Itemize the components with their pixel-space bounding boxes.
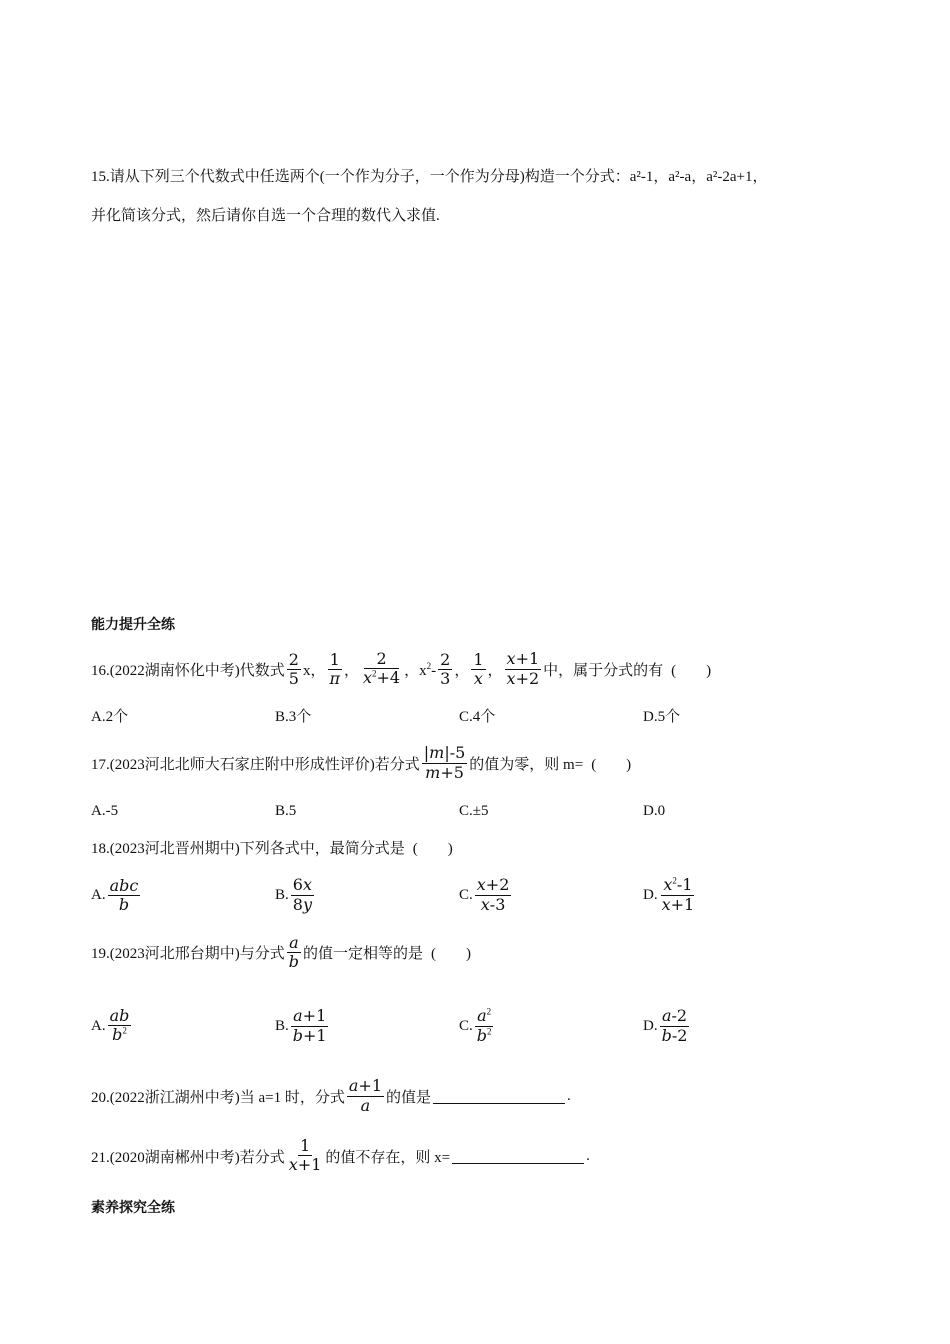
q16-expr-3: $\frac{2}{x^2+4}$ xyxy=(362,649,401,687)
q16-suffix: 中，属于分式的有 xyxy=(543,662,664,679)
q18-text: 18.(2023河北晋州期中)下列各式中，最简分式是 xyxy=(91,840,405,857)
question-17 xyxy=(91,740,890,828)
question-20 xyxy=(91,1072,890,1120)
q21-suffix: 的值不存在，则 x= xyxy=(325,1149,451,1166)
q20-end: . xyxy=(567,1087,571,1104)
q20-expr: $\frac{a+1}{a}$ xyxy=(348,1076,382,1115)
q16-option-d: D.5个 xyxy=(643,708,681,725)
section-heading-ability: 能力提升全练 xyxy=(91,617,175,633)
q18-answer-paren: ( ) xyxy=(412,840,453,857)
q17-option-d: D.0 xyxy=(643,802,666,819)
q17-suffix: 的值为零，则 m= xyxy=(469,756,584,773)
q21-end: . xyxy=(586,1147,590,1164)
q21-prefix: 21.(2020湖南郴州中考)若分式 xyxy=(91,1149,285,1166)
q19-expr: $\frac{a}{b}$ xyxy=(288,932,299,971)
q19-option-d: D. $\frac{a-2}{b-2}$ xyxy=(643,1005,688,1045)
q21-expr: $\frac{1}{x+1}$ xyxy=(288,1136,322,1174)
q16-expr-4: $\frac{2}{3}$ xyxy=(440,649,451,688)
q16-option-c: C.4个 xyxy=(459,708,496,725)
q20-answer-blank[interactable] xyxy=(433,1089,565,1104)
question-21 xyxy=(91,1132,890,1180)
q16-expr-5: $\frac{1}{x}$ xyxy=(473,649,484,688)
q16-option-a: A.2个 xyxy=(91,708,129,725)
q17-options xyxy=(91,794,890,828)
q18-options xyxy=(91,872,890,918)
q19-option-c: C. $\frac{a^2}{b^2}$ xyxy=(459,1005,492,1045)
q17-expr: $\frac{|m|-5}{m+5}$ xyxy=(423,742,466,782)
q16-answer-paren: ( ) xyxy=(671,662,712,679)
q15-line-1: 15.请从下列三个代数式中任选两个(一个作为分子，一个作为分母)构造一个分式：a²-1，a²-a，a²-2a+1， xyxy=(91,168,768,185)
q19-prefix: 19.(2023河北邢台期中)与分式 xyxy=(91,945,285,962)
q19-suffix: 的值一定相等的是 xyxy=(303,945,424,962)
q19-option-a: A. $\frac{ab}{b^2}$ xyxy=(91,1006,130,1044)
q17-answer-paren: ( ) xyxy=(591,756,632,773)
q19-options xyxy=(91,1000,890,1052)
q16-prefix: 16.(2022湖南怀化中考)代数式 xyxy=(91,662,285,679)
question-15 xyxy=(91,160,890,229)
q15-line-2: 并化简该分式，然后请你自选一个合理的数代入求值. xyxy=(91,207,440,224)
q18-option-b: B. $\frac{6x}{8y}$ xyxy=(275,874,312,914)
q17-option-b: B.5 xyxy=(275,802,297,819)
question-16: 16.(2022湖南怀化中考)代数式 $\frac{2}{5}$ x， $\frac{1}{\pi}$ ， $\frac{2}{x^2+4}$ ，$x^2-$ $\frac{2}{3}$ ， $\frac{1}{x}$ ， $\frac{x+1}{x+2}$ 中，属于分式的有 ( ) A.2个 B.3个 C.4个 D.5个 xyxy=(91,646,890,732)
q16-options xyxy=(91,698,890,732)
q16-expr-6: $\frac{x+1}{x+2}$ xyxy=(506,648,540,688)
q17-option-a: A.-5 xyxy=(91,802,119,819)
q17-option-c: C.±5 xyxy=(459,802,489,819)
q20-prefix: 20.(2022浙江湖州中考)当 a=1 时，分式 xyxy=(91,1089,345,1106)
q19-option-b: B. $\frac{a+1}{b+1}$ xyxy=(275,1005,327,1045)
section-heading-literacy: 素养探究全练 xyxy=(91,1200,175,1216)
q18-option-a: A. $\frac{\text{abc}}{b}$ xyxy=(91,875,139,914)
q17-prefix: 17.(2023河北北师大石家庄附中形成性评价)若分式 xyxy=(91,756,420,773)
q20-suffix: 的值是 xyxy=(386,1089,432,1106)
question-18 xyxy=(91,832,890,918)
q21-answer-blank[interactable] xyxy=(452,1149,584,1164)
q16-expr-2: $\frac{1}{\pi}$ xyxy=(329,649,340,688)
q18-option-d: D. $\frac{x^2-1}{x+1}$ xyxy=(643,874,695,914)
q16-option-b: B.3个 xyxy=(275,708,312,725)
q19-answer-paren: ( ) xyxy=(431,945,472,962)
q16-expr-1: $\frac{2}{5}$ xyxy=(288,649,299,688)
question-19 xyxy=(91,928,890,1052)
q18-option-c: C. $\frac{x+2}{x-3}$ xyxy=(459,874,510,914)
